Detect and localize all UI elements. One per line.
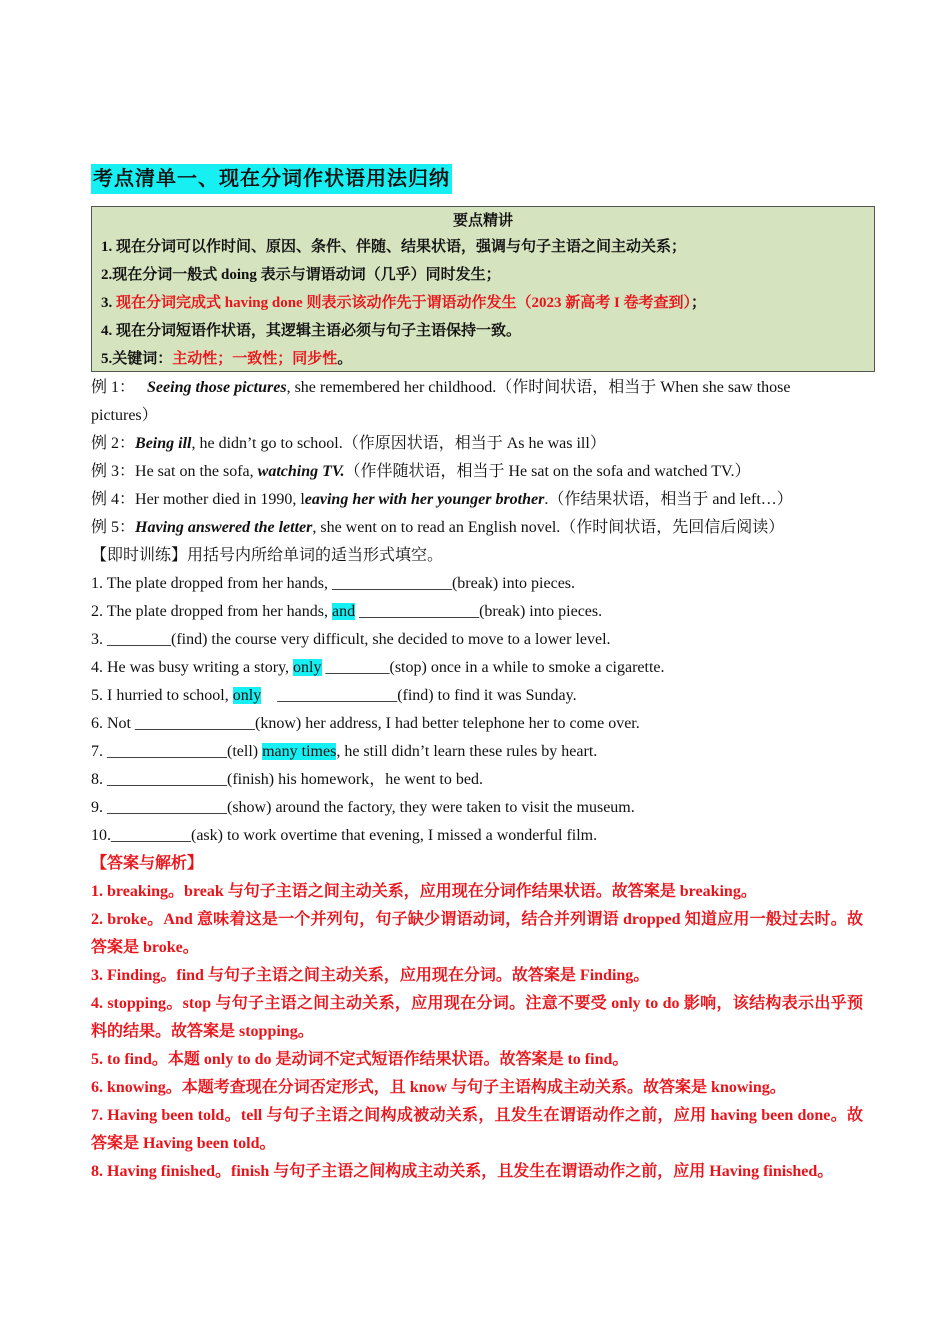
example-text: , she went on to read an English novel.（作时间状语，先回信后阅读） [312,519,785,536]
practice-question-1: 1. The plate dropped from her hands, _______________(break) into pieces. [91,575,576,592]
question-text: , he still didn’t learn these rules by heart. [336,743,598,760]
example-phrase: Seeing those pictures [147,379,287,396]
example-text: , he didn’t go to school.（作原因状语，相当于 As he was ill） [191,435,606,452]
example-text: , she remembered her childhood.（作时间状语，相当于 When she saw those [286,379,791,396]
practice-question-6: 6. Not _______________(know) her address, I had better telephone her to come over. [91,715,640,732]
example-phrase: Having answered the letter [135,519,313,536]
key-point-5-end: 。 [337,351,353,367]
question-text: _______________(break) into pieces. [355,603,603,620]
example-label: 例 4： [91,491,136,508]
example-4 [91,486,863,514]
practice-question-4 [91,654,863,682]
practice-question-9: 9. _______________(show) around the factory, they were taken to visit the museum. [91,799,635,816]
answer-5: 5. to find。本题 only to do 是动词不定式短语作结果状语。故答案是 to find。 [91,1051,629,1068]
practice-intro: 【即时训练】用括号内所给单词的适当形式填空。 [91,547,444,564]
answer-1: 1. breaking。break 与句子主语之间主动关系，应用现在分词作结果状语。故答案是 breaking。 [91,883,757,900]
question-text: _______________(find) to find it was Sunday. [261,687,577,704]
question-text: 2. The plate dropped from her hands, [91,603,332,620]
key-point-2: 2.现在分词一般式 doing 表示与谓语动词（几乎）同时发生； [101,267,501,283]
example-label: 例 5： [91,519,136,536]
example-label: 例 3： [91,463,136,480]
example-label: 例 1： [91,379,136,396]
practice-question-5 [91,682,863,710]
highlighted-keyword: only [232,687,262,704]
question-text: 4. He was busy writing a story, [91,659,294,676]
key-point-3 [101,289,865,317]
key-point-5 [101,345,865,373]
highlighted-keyword: and [331,603,356,620]
answer-2: 2. broke。And 意味着这是一个并列句，句子缺少谓语动词，结合并列谓语 dropped 知道应用一般过去时。故答案是 broke。 [91,911,863,956]
answer-4: 4. stopping。stop 与句子主语之间主动关系，应用现在分词。注意不要受 only to do 影响，该结构表示出乎预料的结果。故答案是 stopping。 [91,995,863,1040]
key-point-1: 1. 现在分词可以作时间、原因、条件、伴随、结果状语，强调与句子主语之间主动关系； [101,239,687,255]
answer-8: 8. Having finished。finish 与句子主语之间构成主动关系，且发生在谓语动作之前，应用 Having finished。 [91,1163,834,1180]
question-text: ________(stop) once in a while to smoke a cigarette. [321,659,665,676]
highlighted-keyword: only [293,659,322,676]
key-point-4: 4. 现在分词短语作状语，其逻辑主语必须与句子主语保持一致。 [101,323,522,339]
answer-7: 7. Having been told。tell 与句子主语之间构成被动关系，且发生在谓语动作之前，应用 having been done。故答案是 Having been told。 [91,1107,863,1152]
key-point-3-number: 3. [101,295,116,311]
question-text: 7. _______________(tell) [91,743,263,760]
example-text: He sat on the sofa, [135,463,258,480]
example-1-continued: pictures） [91,407,158,424]
practice-question-7 [91,738,863,766]
answer-6: 6. knowing。本题考查现在分词否定形式，且 know 与句子主语构成主动关系。故答案是 knowing。 [91,1079,786,1096]
question-text: 5. I hurried to school, [91,687,233,704]
section-title: 考点清单一、现在分词作状语用法归纳 [91,164,452,194]
key-points-heading: 要点精讲 [452,213,513,229]
example-text: Her mother died in 1990, l [135,491,305,508]
key-point-5-label: 5.关键词： [101,351,173,367]
example-label: 例 2： [91,435,136,452]
key-points-box [91,206,875,372]
key-point-3-end: ； [691,295,707,311]
example-phrase: eaving her with her younger brother [304,491,545,508]
practice-question-3: 3. ________(find) the course very difficult, she decided to move to a lower level. [91,631,611,648]
example-5 [91,514,863,542]
key-point-5-keywords: 主动性；一致性；同步性 [172,351,338,367]
answers-heading: 【答案与解析】 [91,855,204,872]
example-text: .（作结果状语，相当于 and left…） [544,491,793,508]
example-3 [91,458,863,486]
example-text: （作伴随状语，相当于 He sat on the sofa and watched TV.） [344,463,751,480]
example-phrase: watching TV. [257,463,345,480]
main-content [91,374,863,1186]
practice-question-2 [91,598,863,626]
answer-3: 3. Finding。find 与句子主语之间主动关系，应用现在分词。故答案是 Finding。 [91,967,650,984]
highlighted-keyword: many times [262,743,337,760]
key-point-3-highlight: 现在分词完成式 having done 则表示该动作先于谓语动作发生（2023 新高考 I 卷考查到） [116,295,692,311]
practice-question-8: 8. _______________(finish) his homework，he went to bed. [91,771,483,788]
example-2 [91,430,863,458]
example-1 [91,374,863,402]
example-phrase: Being ill [135,435,192,452]
practice-question-10: 10.__________(ask) to work overtime that evening, I missed a wonderful film. [91,827,598,844]
